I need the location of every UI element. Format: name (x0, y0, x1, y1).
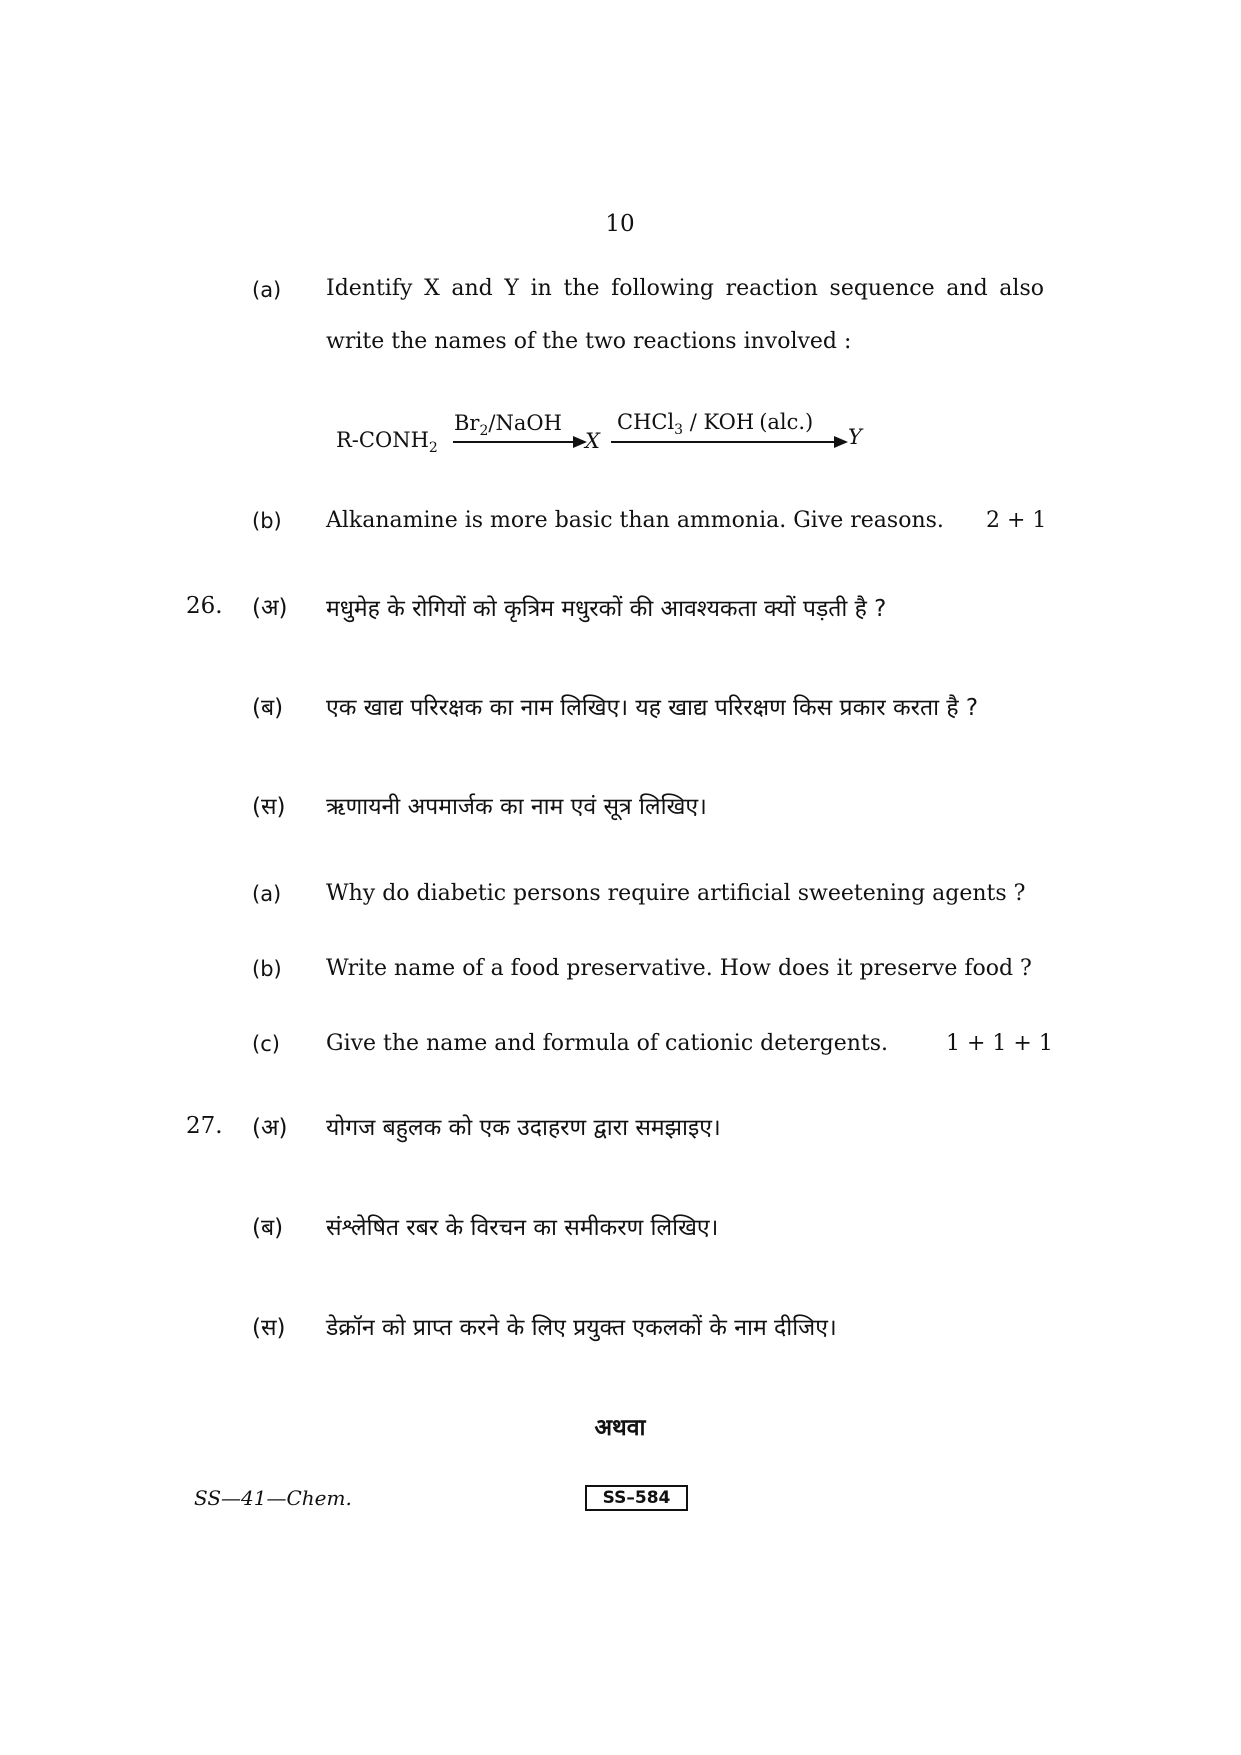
or-heading: अथवा (594, 1415, 646, 1441)
q26-hindi-text-c: ऋणायनी अपमार्जक का नाम एवं सूत्र लिखिए। (326, 794, 707, 820)
reagent-1-base: /NaOH (488, 411, 562, 435)
q26-hindi-label-b: (ब) (252, 695, 284, 721)
q27-hindi-text-c: डेक्रॉन को प्राप्त करने के लिए प्रयुक्त एकलकों के नाम दीजिए। (326, 1315, 837, 1341)
q26-english-label-b: (b) (252, 957, 282, 981)
q26-hindi-text-b: एक खाद्य परिरक्षक का नाम लिखिए। यह खाद्य परिरक्षण किस प्रकार करता है ? (326, 695, 979, 721)
page-number: 10 (605, 211, 635, 237)
reaction-reagent-2 (617, 410, 813, 438)
q25-marks: 2 + 1 (986, 508, 1047, 533)
reagent-1-subscript: 2 (479, 423, 489, 440)
reaction-reactant (336, 428, 438, 456)
q26-marks: 1 + 1 + 1 (946, 1031, 1053, 1056)
reagent-2-subscript: 3 (674, 422, 684, 439)
q25-a-line2: write the names of the two reactions involved : (326, 329, 852, 354)
q26-hindi-text-a: मधुमेह के रोगियों को कृत्रिम मधुरकों की आवश्यकता क्यों पड़ती है ? (326, 596, 887, 622)
q27-hindi-text-b: संश्लेषित रबर के विरचन का समीकरण लिखिए। (326, 1215, 719, 1241)
reagent-2-condition: (alc.) (759, 410, 814, 434)
q26-number: 26. (186, 593, 223, 619)
reactant-formula: R-CONH (336, 428, 429, 452)
q26-hindi-label-a: (अ) (252, 595, 288, 621)
q27-number: 27. (186, 1113, 223, 1139)
q26-english-text-c: Give the name and formula of cationic detergents. (326, 1031, 889, 1056)
q26-english-text-b: Write name of a food preservative. How does it preserve food ? (326, 956, 1032, 981)
q25-b-text: Alkanamine is more basic than ammonia. Give reasons. (326, 508, 944, 533)
q25-a-label: (a) (252, 278, 282, 302)
reaction-product-y: Y (848, 425, 862, 449)
reagent-2-base: / KOH (683, 410, 755, 434)
reaction-product-x: X (585, 429, 600, 453)
q26-english-label-c: (c) (252, 1032, 280, 1056)
q26-english-label-a: (a) (252, 882, 282, 906)
reagent-1-formula: Br (454, 411, 480, 435)
reactant-subscript: 2 (428, 440, 438, 457)
q25-a-line1: Identify X and Y in the following reaction sequence and also (326, 276, 1044, 301)
q25-b-label: (b) (252, 509, 282, 533)
q26-english-text-a: Why do diabetic persons require artificial sweetening agents ? (326, 881, 1026, 906)
reaction-arrow-2 (611, 441, 846, 443)
reaction-arrow-1 (453, 441, 585, 443)
footer-paper-id: SS—41—Chem. (194, 1486, 352, 1510)
q27-hindi-label-c: (स) (252, 1315, 286, 1341)
footer-paper-code: SS–584 (585, 1485, 688, 1511)
q27-hindi-label-b: (ब) (252, 1215, 284, 1241)
q27-hindi-text-a: योगज बहुलक को एक उदाहरण द्वारा समझाइए। (326, 1115, 721, 1141)
reaction-reagent-1 (454, 411, 562, 439)
reagent-2-formula: CHCl (617, 410, 675, 434)
q27-hindi-label-a: (अ) (252, 1115, 288, 1141)
q26-hindi-label-c: (स) (252, 794, 286, 820)
